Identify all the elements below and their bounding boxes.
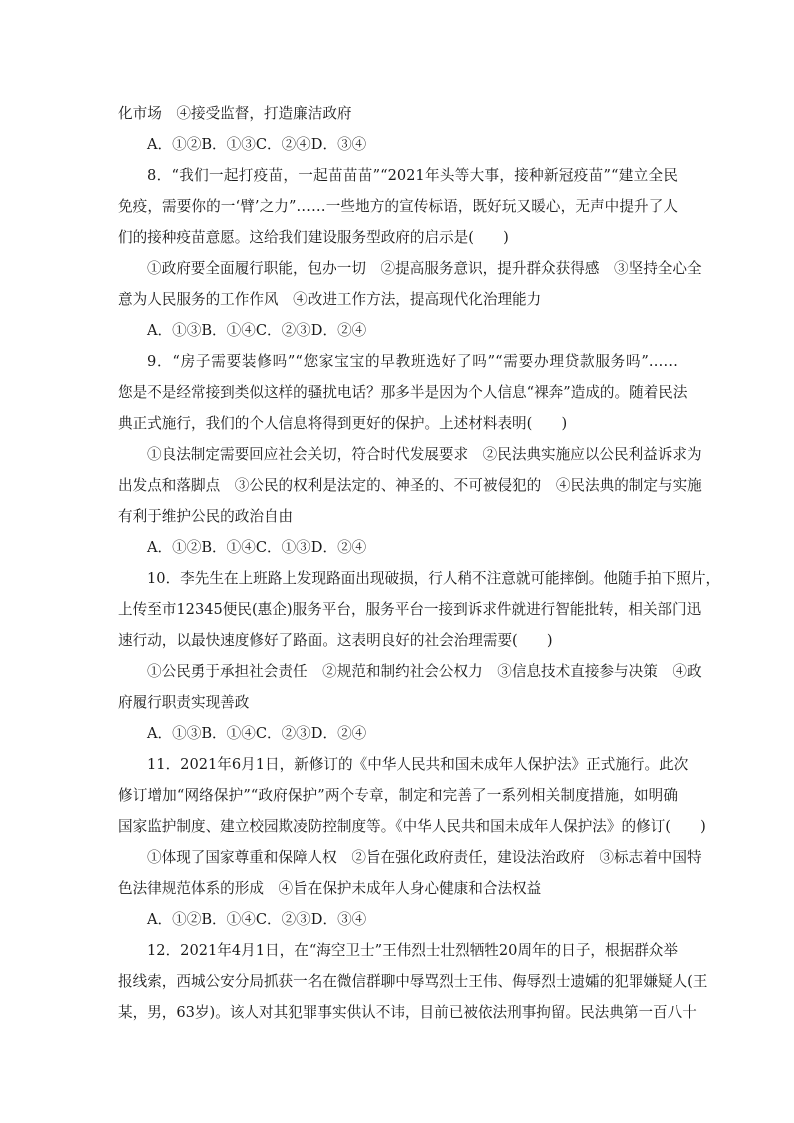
question-stem-line: 8．“我们一起打疫苗，一起苗苗苗”“2021年头等大事，接种新冠疫苗”“建立全民 bbox=[147, 167, 678, 184]
option-line: ①良法制定需要回应社会关切，符合时代发展要求 ②民法典实施应以公民利益诉求为 bbox=[147, 446, 702, 463]
question-stem-line: 上传至市12345便民(惠企)服务平台，服务平台一接到诉求件就进行智能批转，相关部门迅 bbox=[118, 601, 702, 618]
option-line: ①政府要全面履行职能，包办一切 ②提高服务意识，提升群众获得感 ③坚持全心全 bbox=[147, 260, 702, 277]
option-line: 意为人民服务的工作作风 ④改进工作方法，提高现代化治理能力 bbox=[118, 291, 542, 308]
option-line: 府履行职责实现善政 bbox=[118, 694, 250, 711]
document-page bbox=[118, 98, 721, 1028]
question-stem-line: 国家监护制度、建立校园欺凌防控制度等。《中华人民共和国未成年人保护法》的修订( ) bbox=[118, 818, 706, 835]
question-9 bbox=[118, 346, 702, 563]
question-stem-line: 修订增加“网络保护”“政府保护”两个专章，制定和完善了一系列相关制度措施，如明确 bbox=[118, 787, 678, 804]
answer-choices: A．①③B．①④C．②③D．②④ bbox=[147, 322, 367, 339]
option-line: 色法律规范体系的形成 ④旨在保护未成年人身心健康和合法权益 bbox=[118, 880, 542, 897]
option-line: ①公民勇于承担社会责任 ②规范和制约社会公权力 ③信息技术直接参与决策 ④政 bbox=[147, 663, 702, 680]
question-stem-line: 们的接种疫苗意愿。这给我们建设服务型政府的启示是( ) bbox=[118, 229, 509, 246]
previous-question-continuation bbox=[118, 98, 678, 160]
option-line: ①体现了国家尊重和保障人权 ②旨在强化政府责任，建设法治政府 ③标志着中国特 bbox=[147, 849, 702, 866]
question-8 bbox=[118, 160, 702, 346]
question-stem-line: 12．2021年4月1日，在“海空卫士”王伟烈士壮烈牺牲20周年的日子，根据群众举 bbox=[147, 942, 678, 959]
question-stem-line: 典正式施行，我们的个人信息将得到更好的保护。上述材料表明( ) bbox=[118, 415, 568, 432]
option-line: 出发点和落脚点 ③公民的权利是法定的、神圣的、不可被侵犯的 ④民法典的制定与实施 bbox=[118, 477, 702, 494]
question-stem-line: 10．李先生在上班路上发现路面出现破损，行人稍不注意就可能摔倒。他随手拍下照片， bbox=[147, 570, 721, 587]
question-stem-line: 报线索，西城公安分局抓获一名在微信群聊中辱骂烈士王伟、侮辱烈士遗孀的犯罪嫌疑人(王 bbox=[118, 973, 708, 990]
answer-choices: A．①③B．①④C．②③D．②④ bbox=[147, 725, 367, 742]
question-stem-line: 您是不是经常接到类似这样的骚扰电话？那多半是因为个人信息“裸奔”造成的。随着民法 bbox=[118, 384, 688, 401]
option-line: 化市场 ④接受监督，打造廉洁政府 bbox=[118, 105, 352, 122]
question-11 bbox=[118, 749, 706, 935]
question-10 bbox=[118, 563, 721, 749]
question-stem-line: 某，男，63岁)。该人对其犯罪事实供认不讳，目前已被依法刑事拘留。民法典第一百八十 bbox=[118, 1004, 697, 1021]
question-stem-line: 免疫，需要你的一‘臂’之力”……一些地方的宣传标语，既好玩又暖心，无声中提升了人 bbox=[118, 198, 678, 215]
question-stem-line: 9．“房子需要装修吗”“您家宝宝的早教班选好了吗”“需要办理贷款服务吗”…… bbox=[147, 353, 678, 370]
question-stem-line: 速行动，以最快速度修好了路面。这表明良好的社会治理需要( ) bbox=[118, 632, 553, 649]
question-12 bbox=[118, 935, 708, 1028]
answer-choices: A．①②B．①③C．②④D．③④ bbox=[147, 136, 367, 153]
answer-choices: A．①②B．①④C．①③D．②④ bbox=[147, 539, 367, 556]
option-line: 有利于维护公民的政治自由 bbox=[118, 508, 294, 525]
answer-choices: A．①②B．①④C．②③D．③④ bbox=[147, 911, 367, 928]
question-stem-line: 11．2021年6月1日，新修订的《中华人民共和国未成年人保护法》正式施行。此次 bbox=[147, 756, 689, 773]
